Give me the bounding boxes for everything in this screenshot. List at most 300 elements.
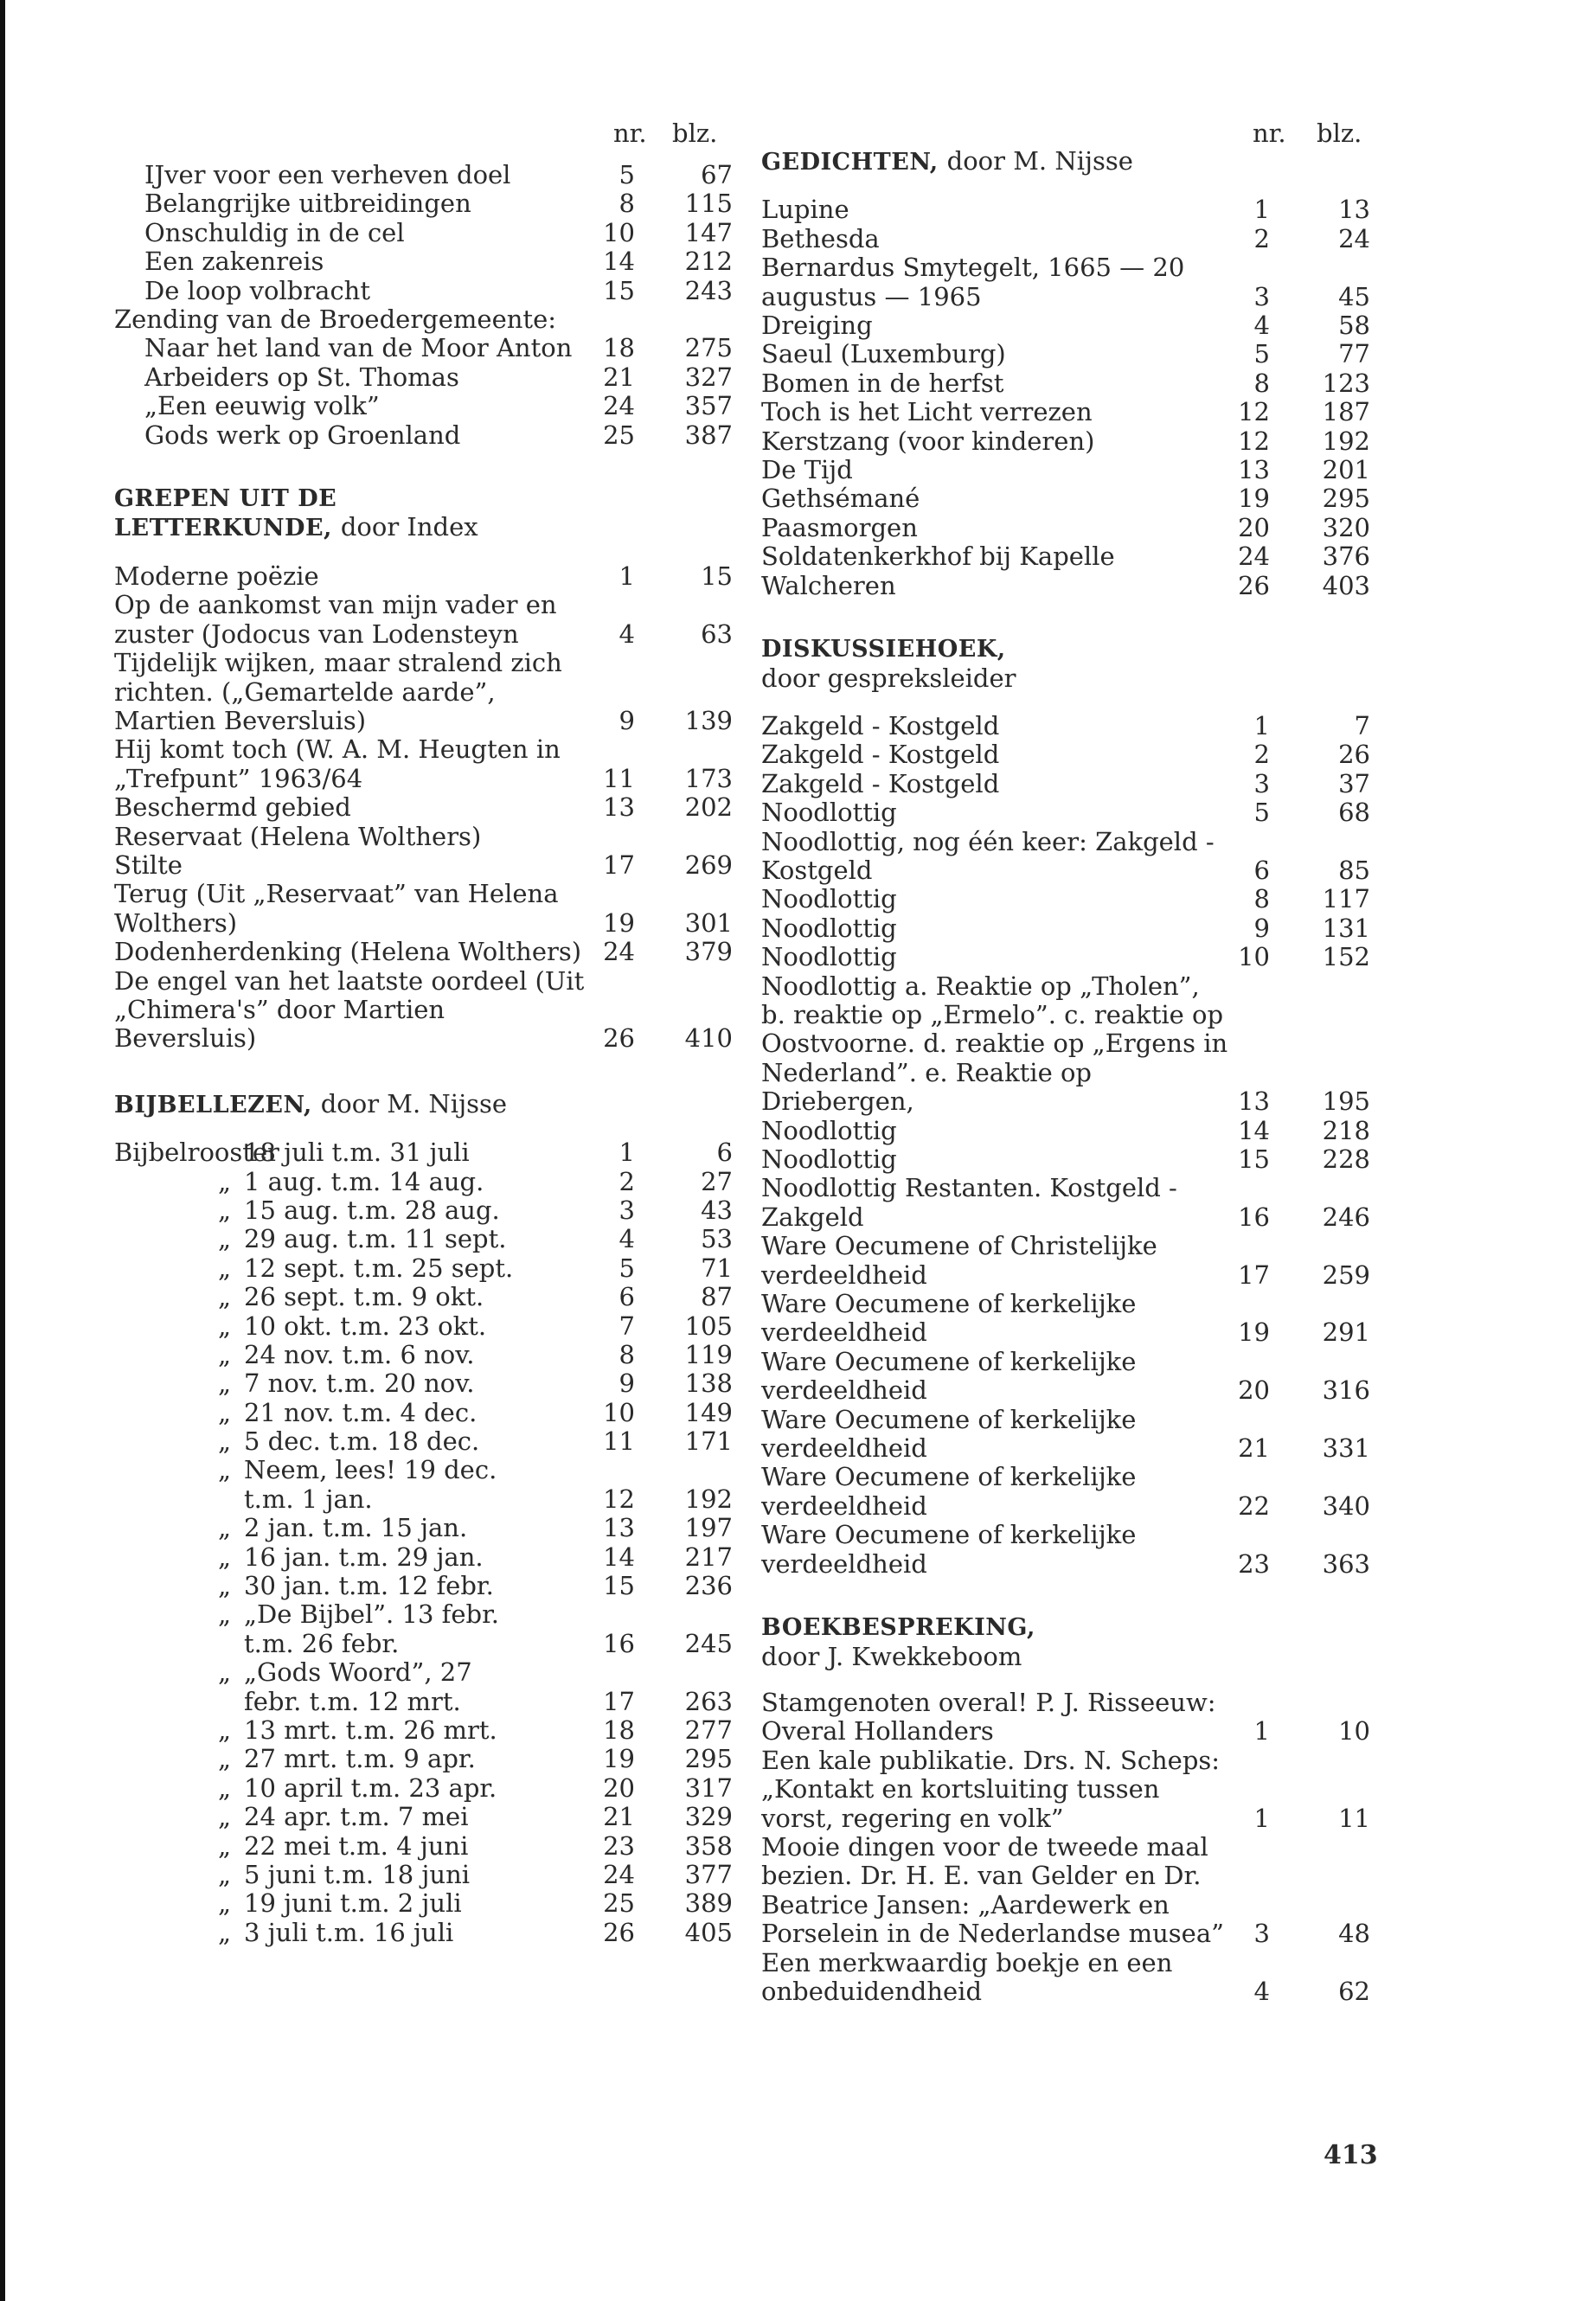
entry-title: Ware Oecumene of kerkelijke verdeeldheid	[761, 1520, 1137, 1579]
entry-page-number: 149	[684, 1397, 733, 1427]
ditto-mark: „	[218, 1571, 232, 1601]
diskussie-author: door gespreksleider	[761, 663, 1016, 693]
entry-issue-number: 26	[603, 1917, 635, 1947]
schedule-dates: 24 nov. t.m. 6 nov.	[244, 1339, 475, 1369]
schedule-dates: 16 jan. t.m. 29 jan.	[244, 1541, 484, 1572]
entry-title: Toch is het Licht verrezen	[761, 397, 1093, 427]
entry-issue-number: 9	[619, 705, 635, 735]
index-entry	[114, 421, 737, 450]
entry-page-number: 245	[684, 1628, 733, 1658]
schedule-dates: 5 dec. t.m. 18 dec.	[244, 1426, 480, 1457]
entry-page-number: 53	[701, 1224, 733, 1254]
entry-title: Noodlottig	[761, 942, 897, 972]
entry-issue-number: 26	[1238, 570, 1270, 600]
diskussie-list	[761, 712, 1372, 1579]
entry-page-number: 10	[1338, 1716, 1370, 1747]
entry-page-number: 376	[1322, 542, 1370, 572]
grepen-title-line1: GREPEN UIT DE	[114, 485, 337, 513]
ditto-mark: „	[218, 1311, 232, 1341]
entry-page-number: 195	[1322, 1086, 1370, 1117]
entry-issue-number: 9	[619, 1368, 635, 1399]
schedule-dates: 10 april t.m. 23 apr.	[244, 1772, 497, 1803]
entry-page-number: 138	[684, 1368, 733, 1399]
entry-page-number: 7	[1354, 710, 1370, 740]
index-entry	[114, 562, 737, 591]
entry-issue-number: 24	[603, 391, 635, 421]
entry-title: „Een eeuwig volk”	[144, 391, 380, 421]
entry-issue-number: 1	[619, 561, 635, 591]
index-entry	[114, 277, 737, 305]
entry-issue-number: 18	[603, 333, 635, 363]
entry-title: Beschermd gebied	[114, 792, 351, 823]
ditto-mark: „	[218, 1166, 232, 1196]
entry-page-number: 331	[1322, 1433, 1370, 1464]
entry-title: IJver voor een verheven doel	[144, 160, 511, 189]
ditto-mark: „	[218, 1802, 232, 1832]
schedule-dates: „De Bijbel”. 13 febr.	[244, 1599, 499, 1630]
entry-issue-number: 17	[603, 1686, 635, 1716]
entry-page-number: 192	[1322, 426, 1370, 456]
schedule-row	[114, 1889, 737, 1918]
entry-issue-number: 13	[603, 792, 635, 823]
entry-page-number: 37	[1338, 768, 1370, 798]
entry-page-number: 192	[684, 1484, 733, 1514]
gedichten-title	[761, 147, 1372, 176]
entry-page-number: 63	[701, 619, 733, 649]
entry-page-number: 26	[1338, 740, 1370, 770]
entry-title: Mooie dingen voor de tweede maal bezien. Dr. H. E. van Gelder en Dr. Beatrice Jansen: „Aardewerk en Porselein in de Nederlandse musea”	[761, 1831, 1224, 1949]
index-entry	[761, 1290, 1372, 1348]
index-entry	[114, 793, 737, 822]
index-entry	[761, 398, 1372, 426]
schedule-dates: 2 jan. t.m. 15 jan.	[244, 1513, 468, 1543]
entry-page-number: 295	[684, 1744, 733, 1774]
index-entry	[761, 1463, 1372, 1521]
entry-issue-number: 22	[1238, 1490, 1270, 1521]
ditto-mark: „	[218, 1772, 232, 1803]
intro-list	[114, 161, 737, 305]
entry-title: Op de aankomst van mijn vader en zuster (Jodocus van Lodensteyn	[114, 590, 557, 649]
index-entry	[114, 851, 737, 880]
entry-page-number: 115	[684, 189, 733, 219]
schedule-dates: 10 okt. t.m. 23 okt.	[244, 1311, 487, 1341]
entry-issue-number: 25	[603, 1888, 635, 1919]
blz-header-right: blz.	[1317, 119, 1362, 148]
schedule-dates: 22 mei t.m. 4 juni	[244, 1830, 469, 1861]
ditto-mark: „	[218, 1599, 232, 1630]
entry-issue-number: 13	[603, 1513, 635, 1543]
schedule-dates: 26 sept. t.m. 9 okt.	[244, 1282, 484, 1312]
ditto-mark: „	[218, 1888, 232, 1919]
entry-page-number: 71	[701, 1253, 733, 1283]
index-entry	[761, 1117, 1372, 1145]
entry-page-number: 139	[684, 705, 733, 735]
entry-title: Stilte	[114, 849, 183, 880]
left-column	[114, 119, 737, 1947]
index-entry	[761, 514, 1372, 542]
index-entry	[114, 938, 737, 966]
nr-header: nr.	[613, 119, 647, 148]
index-entry	[761, 225, 1372, 253]
nr-header-right: nr.	[1253, 119, 1286, 148]
schedule-dates: 1 aug. t.m. 14 aug.	[244, 1166, 484, 1196]
schedule-dates: 12 sept. t.m. 25 sept.	[244, 1253, 514, 1283]
ditto-mark: „	[218, 1397, 232, 1427]
index-entry	[761, 340, 1372, 369]
entry-issue-number: 14	[1238, 1115, 1270, 1145]
entry-issue-number: 3	[1253, 281, 1270, 311]
index-entry	[761, 972, 1372, 1117]
entry-title: Noodlottig	[761, 1144, 897, 1174]
entry-issue-number: 15	[1238, 1144, 1270, 1174]
schedule-dates: 30 jan. t.m. 12 febr.	[244, 1571, 494, 1601]
entry-page-number: 301	[684, 907, 733, 938]
index-entry	[114, 649, 737, 735]
boek-title: BOEKBESPREKING,	[761, 1614, 1035, 1642]
index-entry	[761, 369, 1372, 398]
entry-issue-number: 13	[1238, 455, 1270, 485]
entry-issue-number: 8	[1253, 368, 1270, 398]
index-entry	[761, 542, 1372, 571]
ditto-mark: „	[218, 1715, 232, 1745]
schedule-dates: 24 apr. t.m. 7 mei	[244, 1802, 469, 1832]
schedule-row	[114, 1456, 737, 1484]
entry-page-number: 45	[1338, 281, 1370, 311]
entry-issue-number: 1	[1253, 195, 1270, 225]
entry-issue-number: 12	[1238, 397, 1270, 427]
schedule-row	[114, 1399, 737, 1427]
entry-issue-number: 16	[1238, 1202, 1270, 1232]
entry-page-number: 320	[1322, 512, 1370, 542]
entry-issue-number: 10	[603, 217, 635, 247]
entry-page-number: 105	[684, 1311, 733, 1341]
entry-issue-number: 21	[603, 362, 635, 392]
entry-page-number: 246	[1322, 1202, 1370, 1232]
schedule-dates: 19 juni t.m. 2 juli	[244, 1888, 462, 1919]
schedule-row	[114, 1485, 737, 1514]
bijbel-section	[114, 1090, 737, 1947]
entry-page-number: 263	[684, 1686, 733, 1716]
entry-title: Stamgenoten overal! P. J. Risseeuw: Overal Hollanders	[761, 1687, 1216, 1747]
entry-issue-number: 17	[1238, 1259, 1270, 1290]
entry-issue-number: 1	[619, 1138, 635, 1168]
schedule-row	[114, 1919, 737, 1947]
index-entry	[761, 195, 1372, 224]
entry-page-number: 6	[716, 1138, 733, 1168]
entry-title: Ware Oecumene of kerkelijke verdeeldheid	[761, 1346, 1137, 1406]
entry-title: Dreiging	[761, 311, 873, 341]
zending-list	[114, 334, 737, 450]
index-entry	[114, 823, 737, 851]
index-entry	[761, 1174, 1372, 1232]
grepen-author: door Index	[340, 512, 478, 542]
entry-issue-number: 18	[603, 1715, 635, 1745]
entry-title: Lupine	[761, 195, 849, 225]
ditto-mark: „	[218, 1455, 232, 1485]
ditto-mark: „	[218, 1859, 232, 1889]
index-entry	[761, 1145, 1372, 1174]
index-entry	[761, 311, 1372, 340]
entry-title: Belangrijke uitbreidingen	[144, 189, 471, 219]
schedule-row	[114, 1196, 737, 1225]
index-entry	[761, 427, 1372, 456]
grepen-title-line2: LETTERKUNDE,	[114, 515, 332, 542]
entry-page-number: 269	[684, 849, 733, 880]
entry-issue-number: 5	[619, 160, 635, 189]
entry-issue-number: 4	[1253, 1976, 1270, 2006]
entry-page-number: 217	[684, 1541, 733, 1572]
entry-issue-number: 8	[619, 1339, 635, 1369]
entry-page-number: 218	[1322, 1115, 1370, 1145]
schedule-row	[114, 1543, 737, 1572]
entry-issue-number: 23	[1238, 1548, 1270, 1579]
entry-title: Zakgeld - Kostgeld	[761, 710, 1000, 740]
boek-section	[761, 1613, 1372, 2006]
entry-issue-number: 15	[603, 1571, 635, 1601]
entry-issue-number: 14	[603, 247, 635, 277]
entry-page-number: 327	[684, 362, 733, 392]
entry-title: Tijdelijk wijken, maar stralend zich richten. („Gemartelde aarde”, Martien Beversluis)	[114, 648, 562, 735]
ditto-mark: „	[218, 1426, 232, 1457]
entry-title: Noodlottig	[761, 1115, 897, 1145]
entry-title: De engel van het laatste oordeel (Uit „Chimera's” door Martien Beversluis)	[114, 965, 585, 1054]
entry-issue-number: 24	[1238, 542, 1270, 572]
schedule-row	[114, 1341, 737, 1369]
entry-page-number: 117	[1322, 884, 1370, 914]
index-entry	[761, 1949, 1372, 2007]
ditto-mark: „	[218, 1917, 232, 1947]
entry-page-number: 363	[1322, 1548, 1370, 1579]
entry-issue-number: 1	[1253, 710, 1270, 740]
entry-title: Bethesda	[761, 223, 880, 253]
schedule-row	[114, 1832, 737, 1861]
entry-page-number: 316	[1322, 1375, 1370, 1406]
entry-page-number: 152	[1322, 942, 1370, 972]
ditto-mark: „	[218, 1339, 232, 1369]
grepen-title-2	[114, 513, 737, 542]
schedule-row	[114, 1600, 737, 1629]
index-entry	[114, 392, 737, 420]
entry-issue-number: 5	[619, 1253, 635, 1283]
zending-heading	[114, 305, 737, 334]
grepen-list	[114, 562, 737, 1054]
schedule-dates: 29 aug. t.m. 11 sept.	[244, 1224, 507, 1254]
entry-page-number: 87	[701, 1282, 733, 1312]
gedichten-section	[761, 147, 1372, 600]
entry-title: Noodlottig a. Reaktie op „Tholen”, b. reaktie op „Ermelo”. c. reaktie op Oostvoorne. d. reaktie op „Ergens in Nederland”. e. Reaktie op Driebergen,	[761, 971, 1228, 1117]
schedule-row	[114, 1688, 737, 1716]
entry-page-number: 48	[1338, 1919, 1370, 1949]
entry-title: De loop volbracht	[144, 275, 371, 305]
entry-issue-number: 3	[1253, 1919, 1270, 1949]
entry-page-number: 131	[1322, 913, 1370, 943]
index-entry	[114, 334, 737, 362]
entry-issue-number: 6	[1253, 855, 1270, 885]
index-entry	[761, 740, 1372, 769]
index-entry	[761, 1833, 1372, 1949]
schedule-row	[114, 1369, 737, 1398]
grepen-title	[114, 484, 737, 513]
schedule-row	[114, 1225, 737, 1253]
entry-page-number: 27	[701, 1166, 733, 1196]
schedule-row	[114, 1774, 737, 1803]
entry-issue-number: 3	[619, 1195, 635, 1225]
entry-issue-number: 13	[1238, 1086, 1270, 1117]
ditto-mark: „	[218, 1253, 232, 1283]
schedule-dates: 7 nov. t.m. 20 nov.	[244, 1368, 475, 1399]
ditto-mark: „	[218, 1657, 232, 1688]
schedule-row	[114, 1658, 737, 1687]
entry-issue-number: 5	[1253, 339, 1270, 369]
ditto-mark: „	[218, 1195, 232, 1225]
entry-issue-number: 11	[603, 1426, 635, 1457]
entry-issue-number: 3	[1253, 768, 1270, 798]
entry-page-number: 171	[684, 1426, 733, 1457]
entry-title: Ware Oecumene of Christelijke verdeeldheid	[761, 1231, 1157, 1290]
schedule-dates: 21 nov. t.m. 4 dec.	[244, 1397, 478, 1427]
entry-issue-number: 15	[603, 275, 635, 305]
page-number: 413	[1324, 2140, 1378, 2170]
index-entry	[114, 189, 737, 218]
ditto-mark: „	[218, 1368, 232, 1399]
entry-page-number: 243	[684, 275, 733, 305]
schedule-dates: t.m. 1 jan.	[244, 1484, 373, 1514]
entry-page-number: 291	[1322, 1317, 1370, 1348]
blz-header: blz.	[672, 119, 718, 148]
entry-title: Zakgeld - Kostgeld	[761, 768, 1000, 798]
entry-issue-number: 10	[603, 1397, 635, 1427]
index-entry	[761, 943, 1372, 971]
bijbel-title-text: BIJBELLEZEN,	[114, 1091, 312, 1118]
entry-page-number: 379	[684, 937, 733, 967]
diskussie-title: DISKUSSIEHOEK,	[761, 636, 1006, 663]
entry-issue-number: 21	[603, 1802, 635, 1832]
entry-page-number: 13	[1338, 195, 1370, 225]
entry-page-number: 147	[684, 217, 733, 247]
index-entry	[114, 735, 737, 793]
entry-title: Een merkwaardig boekje en een onbeduidendheid	[761, 1947, 1173, 2006]
entry-issue-number: 4	[619, 1224, 635, 1254]
entry-page-number: 295	[1322, 484, 1370, 514]
schedule-dates: febr. t.m. 12 mrt.	[244, 1686, 461, 1716]
entry-page-number: 43	[701, 1195, 733, 1225]
index-entry	[761, 1521, 1372, 1579]
index-entry	[761, 253, 1372, 311]
index-entry	[761, 914, 1372, 943]
index-entry	[761, 484, 1372, 513]
entry-title: Noodlottig	[761, 913, 897, 943]
index-entry	[761, 1689, 1372, 1747]
entry-issue-number: 4	[619, 619, 635, 649]
entry-page-number: 24	[1338, 223, 1370, 253]
index-entry	[761, 1747, 1372, 1833]
schedule-row	[114, 1168, 737, 1196]
entry-issue-number: 6	[619, 1282, 635, 1312]
schedule-lead: Bijbelrooster	[114, 1138, 279, 1168]
ditto-mark: „	[218, 1541, 232, 1572]
entry-title: Ware Oecumene of kerkelijke verdeeldheid	[761, 1462, 1137, 1521]
schedule-row	[114, 1716, 737, 1745]
entry-title: Noodlottig, nog één keer: Zakgeld - Kostgeld	[761, 826, 1215, 885]
entry-title: Noodlottig	[761, 798, 897, 828]
diskussie-section	[761, 635, 1372, 1579]
index-entry	[114, 591, 737, 649]
index-entry	[761, 712, 1372, 740]
entry-page-number: 85	[1338, 855, 1370, 885]
entry-page-number: 15	[701, 561, 733, 591]
entry-issue-number: 9	[1253, 913, 1270, 943]
entry-title: Bernardus Smytegelt, 1665 — 20 augustus — 1965	[761, 253, 1185, 311]
entry-issue-number: 19	[603, 1744, 635, 1774]
schedule-row	[114, 1861, 737, 1889]
entry-issue-number: 24	[603, 937, 635, 967]
entry-page-number: 68	[1338, 798, 1370, 828]
entry-title: De Tijd	[761, 455, 853, 485]
grepen-section	[114, 484, 737, 1054]
schedule-row	[114, 1427, 737, 1456]
right-column	[761, 119, 1372, 2006]
schedule-row	[114, 1283, 737, 1311]
schedule-dates: 18 juli t.m. 31 juli	[244, 1138, 470, 1168]
entry-page-number: 58	[1338, 311, 1370, 341]
entry-title: Zakgeld - Kostgeld	[761, 740, 1000, 770]
entry-issue-number: 17	[603, 849, 635, 880]
entry-title: Bomen in de herfst	[761, 368, 1004, 398]
entry-title: Ware Oecumene of kerkelijke verdeeldheid	[761, 1289, 1137, 1348]
entry-issue-number: 16	[603, 1628, 635, 1658]
entry-issue-number: 25	[603, 420, 635, 450]
entry-issue-number: 1	[1253, 1716, 1270, 1747]
schedule-dates: t.m. 26 febr.	[244, 1628, 400, 1658]
index-entry	[114, 880, 737, 938]
entry-page-number: 202	[684, 792, 733, 823]
schedule-row	[114, 1572, 737, 1600]
bijbel-author: door M. Nijsse	[320, 1088, 507, 1118]
entry-title: Hij komt toch (W. A. M. Heugten in „Trefpunt” 1963/64	[114, 734, 561, 793]
column-header	[114, 119, 737, 161]
bijbel-list	[114, 1138, 737, 1947]
entry-page-number: 201	[1322, 455, 1370, 485]
entry-page-number: 11	[1338, 1803, 1370, 1833]
bijbel-title	[114, 1090, 737, 1119]
schedule-row	[114, 1138, 737, 1167]
entry-issue-number: 12	[1238, 426, 1270, 456]
entry-page-number: 275	[684, 333, 733, 363]
entry-page-number: 377	[684, 1859, 733, 1889]
schedule-row	[114, 1803, 737, 1831]
entry-title: Paasmorgen	[761, 512, 918, 542]
entry-issue-number: 7	[619, 1311, 635, 1341]
entry-issue-number: 21	[1238, 1433, 1270, 1464]
entry-page-number: 405	[684, 1917, 733, 1947]
entry-issue-number: 23	[603, 1830, 635, 1861]
entry-page-number: 228	[1322, 1144, 1370, 1174]
index-entry	[761, 1232, 1372, 1290]
entry-page-number: 119	[684, 1339, 733, 1369]
entry-issue-number: 12	[603, 1484, 635, 1514]
entry-issue-number: 19	[603, 907, 635, 938]
index-entry	[114, 219, 737, 247]
index-entry	[761, 1348, 1372, 1406]
entry-page-number: 173	[684, 763, 733, 793]
entry-title: Noodlottig	[761, 884, 897, 914]
entry-page-number: 403	[1322, 570, 1370, 600]
entry-issue-number: 11	[603, 763, 635, 793]
entry-page-number: 317	[684, 1772, 733, 1803]
entry-page-number: 329	[684, 1802, 733, 1832]
index-entry	[761, 572, 1372, 600]
entry-title: Kerstzang (voor kinderen)	[761, 426, 1095, 456]
